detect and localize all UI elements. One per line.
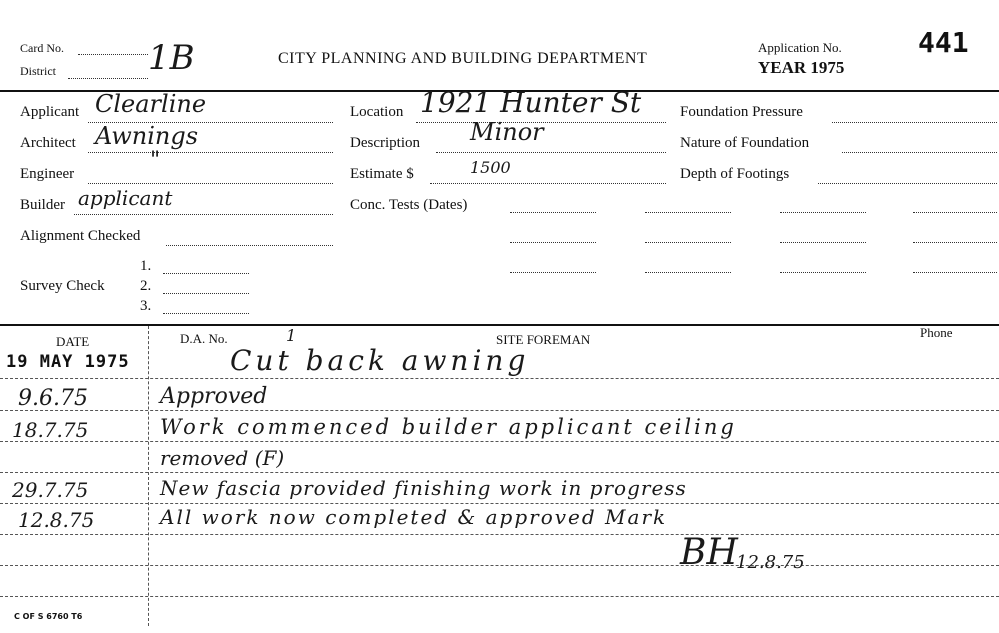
log-entry-date: 18.7.75 [12, 418, 89, 442]
survey-1: 1. [140, 258, 152, 274]
depth-line [818, 183, 997, 184]
architect-label: Architect [20, 135, 76, 151]
depth-label: Depth of Footings [680, 166, 790, 182]
engineer-label: Engineer [20, 166, 75, 182]
builder-line [74, 214, 333, 215]
conc-line-1d [913, 212, 997, 213]
log-rule [0, 378, 999, 379]
builder-value: applicant [78, 186, 173, 210]
conc-line-2a [510, 242, 596, 243]
foundation-pressure-line [832, 122, 997, 123]
log-rule [0, 565, 999, 566]
log-entry-date: 9.6.75 [18, 386, 88, 411]
location-label: Location [350, 104, 404, 120]
description-line [436, 152, 666, 153]
architect-line [88, 152, 333, 153]
nature-line [842, 152, 997, 153]
conc-line-2b [645, 242, 731, 243]
nature-label: Nature of Foundation [680, 135, 810, 151]
da-no-header: D.A. No. [180, 331, 228, 346]
conc-line-2d [913, 242, 997, 243]
site-foreman-header: SITE FOREMAN [496, 332, 591, 347]
log-entry-text: All work now completed & approved Mark [160, 505, 668, 529]
survey-3-line [163, 313, 249, 314]
year-label: YEAR 1975 [758, 58, 845, 77]
date-column-divider [148, 326, 149, 626]
applicant-value: Clearline [95, 90, 207, 118]
log-rule [0, 596, 999, 597]
application-label: Application No. [758, 40, 842, 55]
signature-date: 12.8.75 [736, 552, 805, 573]
engineer-value: " [150, 148, 161, 173]
form-code: C OF S 6760 T6 [14, 612, 83, 621]
application-number: 441 [918, 26, 969, 59]
signature-initials: BH [680, 532, 738, 573]
conc-line-3d [913, 272, 997, 273]
log-divider [0, 324, 999, 326]
district-line [68, 78, 148, 79]
conc-line-2c [780, 242, 866, 243]
conc-line-3b [645, 272, 731, 273]
applicant-label: Applicant [20, 104, 80, 120]
department-title: CITY PLANNING AND BUILDING DEPARTMENT [278, 50, 648, 67]
survey-3: 3. [140, 298, 152, 314]
survey-label: Survey Check [20, 278, 105, 294]
log-rule [0, 534, 999, 535]
conc-line-3c [780, 272, 866, 273]
description-label: Description [350, 135, 420, 151]
foundation-pressure-label: Foundation Pressure [680, 104, 803, 120]
engineer-line [88, 183, 333, 184]
estimate-label: Estimate $ [350, 166, 414, 182]
log-entry-text: New fascia provided finishing work in progress [160, 476, 687, 500]
log-entry-date: 29.7.75 [12, 478, 89, 502]
conc-line-1c [780, 212, 866, 213]
log-entry-text: Approved [160, 384, 268, 409]
log-entry-text: removed (F) [160, 446, 285, 470]
description-value: Minor [470, 118, 544, 146]
conc-tests-label: Conc. Tests (Dates) [350, 197, 468, 213]
log-rule [0, 472, 999, 473]
card-no-line [78, 54, 148, 55]
log-entry-date: 19 MAY 1975 [6, 352, 130, 372]
alignment-line [166, 245, 333, 246]
log-entry-text: Cut back awning [230, 344, 530, 377]
log-rule [0, 503, 999, 504]
survey-1-line [163, 273, 249, 274]
conc-line-1a [510, 212, 596, 213]
conc-line-1b [645, 212, 731, 213]
conc-line-3a [510, 272, 596, 273]
survey-2-line [163, 293, 249, 294]
builder-label: Builder [20, 197, 65, 213]
location-value: 1921 Hunter St [420, 86, 642, 119]
log-entry-text: Work commenced builder applicant ceiling [160, 415, 737, 439]
alignment-label: Alignment Checked [20, 228, 141, 244]
log-rule [0, 441, 999, 442]
survey-2: 2. [140, 278, 152, 294]
da-no-value: 1 [286, 326, 297, 345]
estimate-line [430, 183, 666, 184]
log-entry-date: 12.8.75 [18, 508, 95, 532]
card-no-label: Card No. [20, 41, 64, 55]
phone-header: Phone [920, 325, 953, 340]
date-header: DATE [56, 334, 90, 349]
district-label: District [20, 64, 56, 78]
log-rule [0, 410, 999, 411]
architect-value: Awnings [95, 122, 199, 150]
district-value: 1B [148, 38, 195, 78]
estimate-value: 1500 [470, 158, 511, 177]
